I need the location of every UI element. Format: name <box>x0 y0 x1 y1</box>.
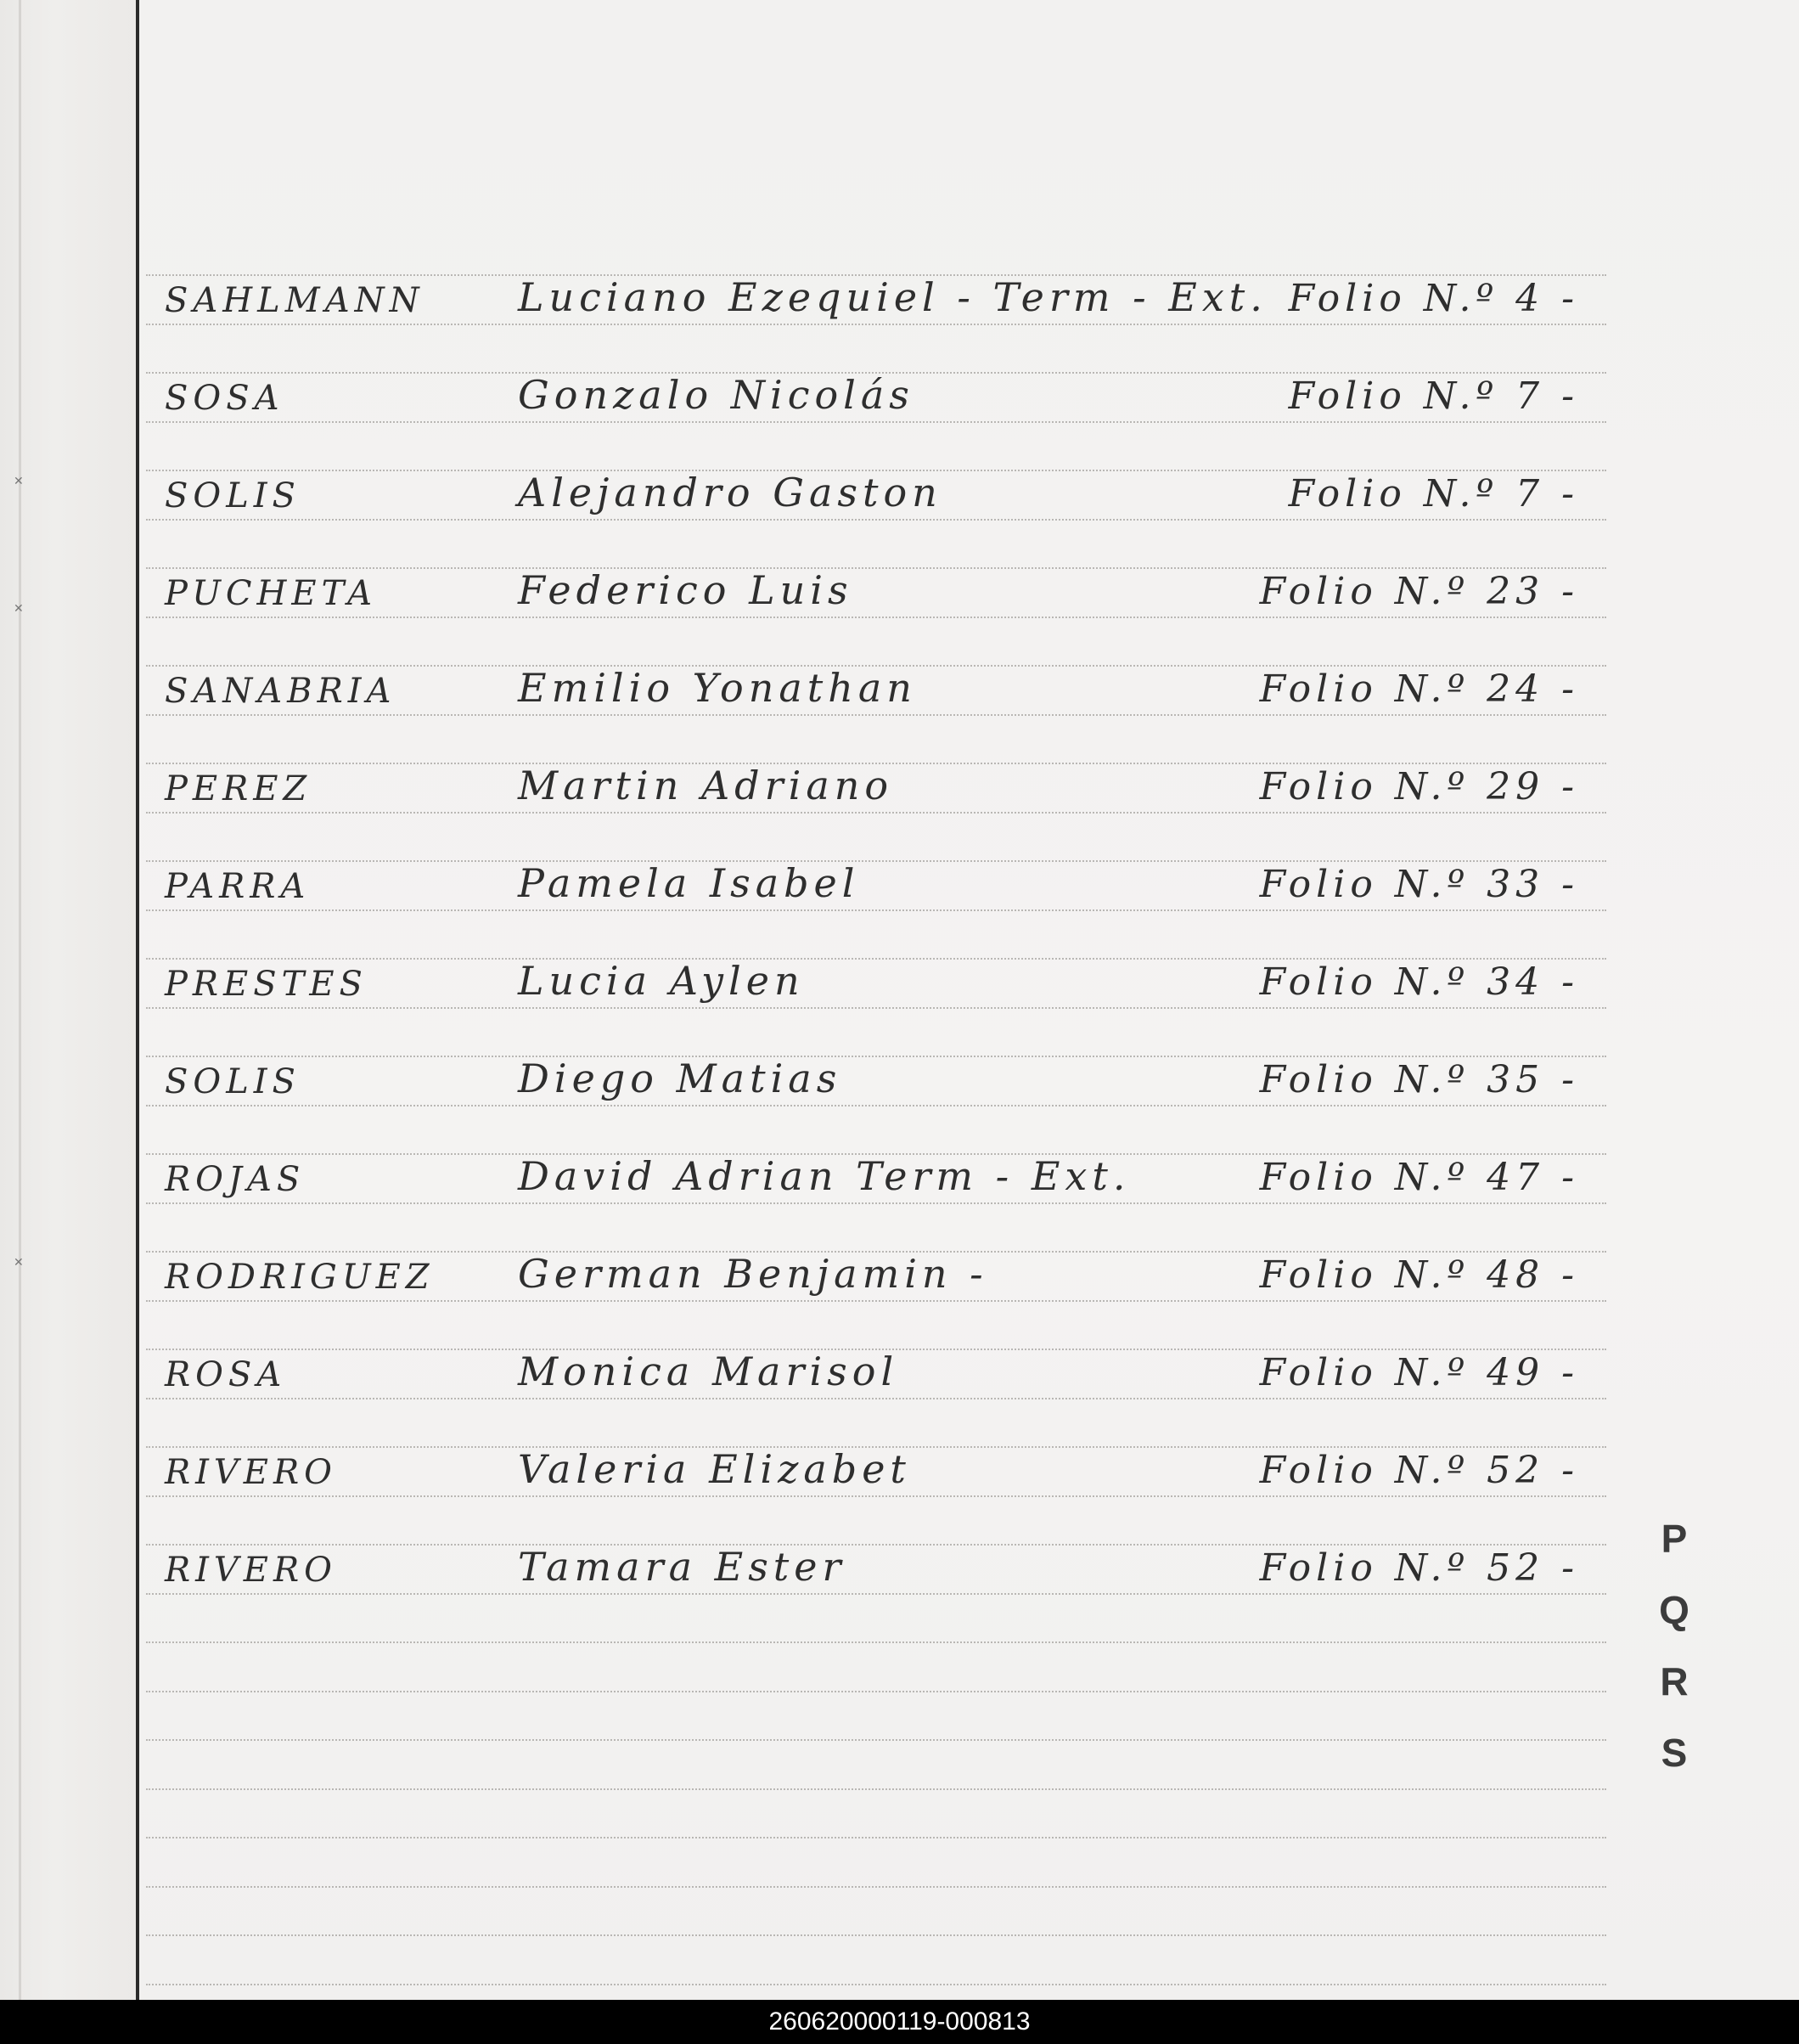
list-item <box>153 448 1613 515</box>
surname: SOSA <box>165 378 284 418</box>
ruled-line <box>146 324 1606 325</box>
document-id-footer: 260620000119-000813 <box>0 2000 1799 2044</box>
list-item <box>153 1326 1613 1394</box>
surname: PEREZ <box>165 769 312 808</box>
surname: RIVERO <box>165 1550 337 1590</box>
ruled-line <box>146 617 1606 618</box>
ruled-line <box>146 812 1606 814</box>
given-names: Pamela Isabel <box>518 859 860 906</box>
ruled-line <box>146 714 1606 716</box>
index-letter: P <box>1661 1517 1688 1561</box>
given-names: Federico Luis <box>518 566 853 613</box>
folio-number: Folio N.º 48 - <box>1259 1253 1579 1297</box>
given-names: Gonzalo Nicolás <box>518 371 914 418</box>
binding-stitch: ✕ <box>14 475 24 488</box>
folio-number: Folio N.º 7 - <box>1288 471 1579 515</box>
ruled-line <box>146 1398 1606 1399</box>
given-names: German Benjamin - <box>518 1250 988 1297</box>
surname: SOLIS <box>165 476 301 515</box>
given-names: Martin Adriano <box>518 762 894 808</box>
surname: SANABRIA <box>165 671 396 711</box>
surname: ROJAS <box>165 1159 306 1199</box>
list-item <box>153 1424 1613 1492</box>
ruled-line <box>146 1593 1606 1595</box>
surname: SOLIS <box>165 1061 301 1101</box>
index-letter: S <box>1661 1731 1688 1775</box>
folio-number: Folio N.º 33 - <box>1259 862 1579 906</box>
ruled-line <box>146 1300 1606 1302</box>
ruled-line <box>146 1984 1606 1985</box>
folio-number: Folio N.º 47 - <box>1259 1155 1579 1199</box>
surname: PUCHETA <box>165 573 377 613</box>
surname: RODRIGUEZ <box>165 1257 435 1297</box>
list-item <box>153 740 1613 808</box>
folio-number: Folio N.º 52 - <box>1259 1448 1579 1492</box>
surname: PRESTES <box>165 964 368 1004</box>
folio-number: Folio N.º 24 - <box>1259 667 1579 711</box>
list-item <box>153 252 1613 320</box>
given-names: Valeria Elizabet <box>518 1445 911 1492</box>
given-names: Luciano Ezequiel - Term - Ext. <box>518 273 1268 320</box>
list-item <box>153 1033 1613 1101</box>
folio-number: Folio N.º 52 - <box>1259 1546 1579 1590</box>
given-names: Monica Marisol <box>518 1348 899 1394</box>
given-names: Lucia Aylen <box>518 957 805 1004</box>
surname: ROSA <box>165 1354 287 1394</box>
given-names: Emilio Yonathan <box>518 664 917 711</box>
ruled-line <box>146 1886 1606 1888</box>
binding-stitch: ✕ <box>14 602 24 616</box>
list-item <box>153 1522 1613 1590</box>
list-item <box>153 350 1613 418</box>
given-names: Alejandro Gaston <box>518 469 942 515</box>
ruled-line <box>146 1739 1606 1741</box>
notebook-page <box>136 0 1799 2000</box>
ruled-line <box>146 1007 1606 1009</box>
ruled-line <box>146 421 1606 423</box>
ruled-line <box>146 909 1606 911</box>
ruled-line <box>146 1788 1606 1790</box>
ruled-line <box>146 1105 1606 1106</box>
index-letter: Q <box>1659 1588 1689 1632</box>
list-item <box>153 838 1613 906</box>
ruled-line <box>146 519 1606 521</box>
ruled-line <box>146 1934 1606 1936</box>
surname: SAHLMANN <box>165 280 424 320</box>
surname: RIVERO <box>165 1452 337 1492</box>
ruled-line <box>146 1495 1606 1497</box>
given-names: Tamara Ester <box>518 1543 846 1590</box>
given-names: David Adrian Term - Ext. <box>518 1152 1131 1199</box>
folio-number: Folio N.º 23 - <box>1259 569 1579 613</box>
folio-number: Folio N.º 29 - <box>1259 764 1579 808</box>
folio-number: Folio N.º 35 - <box>1259 1057 1579 1101</box>
ruled-line <box>146 1641 1606 1643</box>
margin-line <box>136 0 139 2000</box>
given-names: Diego Matias <box>518 1055 842 1101</box>
index-letter: R <box>1660 1659 1689 1703</box>
list-item <box>153 1229 1613 1297</box>
folio-number: Folio N.º 7 - <box>1288 374 1579 418</box>
list-item <box>153 545 1613 613</box>
folio-number: Folio N.º 34 - <box>1259 960 1579 1004</box>
list-item <box>153 936 1613 1004</box>
ruled-line <box>146 1837 1606 1838</box>
ruled-line <box>146 1202 1606 1204</box>
list-item <box>153 1131 1613 1199</box>
left-page-edge <box>19 0 21 2000</box>
ruled-line <box>146 1691 1606 1692</box>
surname: PARRA <box>165 866 311 906</box>
index-letters <box>1657 1503 1691 1788</box>
list-item <box>153 643 1613 711</box>
binding-stitch: ✕ <box>14 1256 24 1270</box>
folio-number: Folio N.º 49 - <box>1259 1350 1579 1394</box>
folio-number: Folio N.º 4 - <box>1288 276 1579 320</box>
